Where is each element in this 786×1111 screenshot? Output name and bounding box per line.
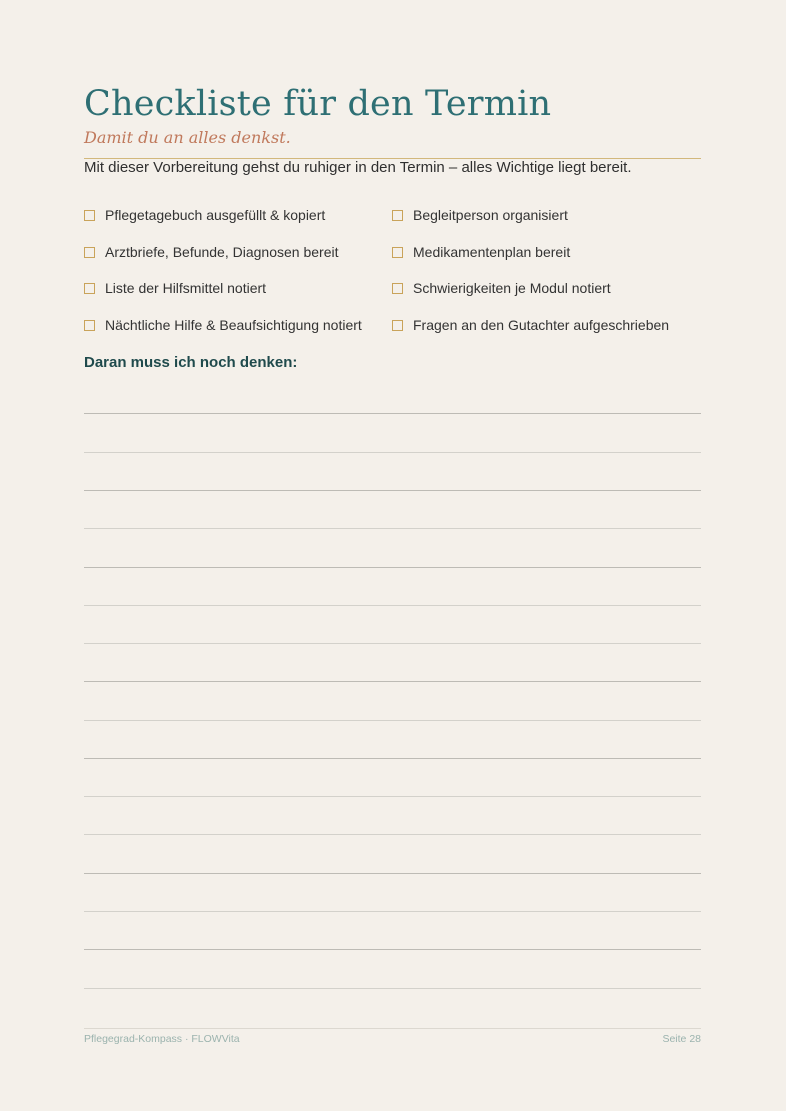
writing-line: [84, 528, 701, 529]
checklist-item-label: Pflegetagebuch ausgefüllt & kopiert: [105, 207, 326, 223]
writing-line: [84, 988, 701, 989]
writing-line: [84, 605, 701, 606]
page-subtitle: Damit du an alles denkst.: [84, 128, 291, 147]
intro-text: Mit dieser Vorbereitung gehst du ruhiger in den Termin – alles Wichtige liegt bereit.: [84, 159, 632, 176]
writing-line: [84, 834, 701, 835]
writing-line: [84, 796, 701, 797]
writing-line: [84, 720, 701, 721]
footer-divider: [84, 1028, 701, 1029]
writing-line: [84, 567, 701, 568]
writing-line: [84, 758, 701, 759]
checklist-item-label: Fragen an den Gutachter aufgeschrieben: [413, 317, 670, 333]
writing-line: [84, 643, 701, 644]
writing-line: [84, 452, 701, 453]
writing-line: [84, 490, 701, 491]
writing-line: [84, 911, 701, 912]
notes-heading: Daran muss ich noch denken:: [84, 354, 298, 371]
writing-line: [84, 873, 701, 874]
footer-brand: Pflegegrad-Kompass · FLOWVita: [84, 1033, 240, 1045]
checklist-item-label: Liste der Hilfsmittel notiert: [105, 280, 267, 296]
checklist-page: [84, 0, 701, 1111]
checklist-item-label: Schwierigkeiten je Modul notiert: [413, 280, 611, 296]
checklist-item-label: Begleitperson organisiert: [413, 207, 568, 223]
page-number: Seite 28: [662, 1033, 701, 1045]
notes-area[interactable]: [84, 0, 701, 1111]
writing-line: [84, 949, 701, 950]
writing-line: [84, 681, 701, 682]
writing-line: [84, 413, 701, 414]
checklist-item-label: Medikamentenplan bereit: [413, 244, 571, 260]
checklist-item-label: Arztbriefe, Befunde, Diagnosen bereit: [105, 244, 339, 260]
page-title: Checkliste für den Termin: [84, 84, 552, 124]
checklist-item-label: Nächtliche Hilfe & Beaufsichtigung notiert: [105, 317, 362, 333]
